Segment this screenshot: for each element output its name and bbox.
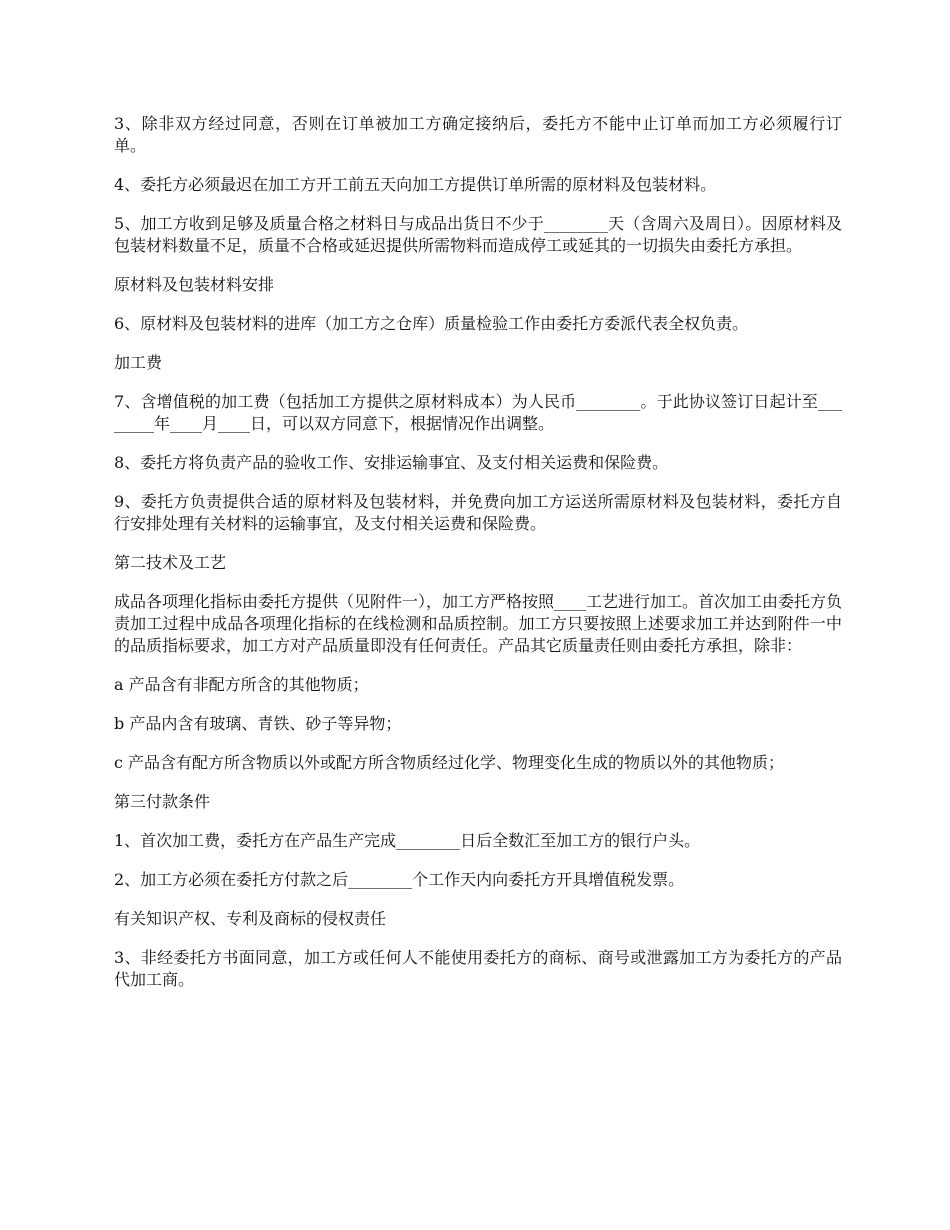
section-heading: 有关知识产权、专利及商标的侵权责任 (114, 909, 387, 928)
clause-paragraph: 1、首次加工费，委托方在产品生产完成________日后全数汇至加工方的银行户头。 (114, 831, 701, 850)
clause-paragraph: 3、非经委托方书面同意，加工方或任何人不能使用委托方的商标、商号或泄露加工方为委托方的产品代加工商。 (114, 948, 842, 989)
section-heading: 第二技术及工艺 (114, 553, 227, 572)
clause-paragraph: 7、含增值税的加工费（包括加工方提供之原材料成本）为人民币________。于此协议签订日起计至________年____月____日，可以双方同意下，根据情况作出调整。 (114, 392, 842, 433)
section-heading: 加工费 (114, 353, 163, 372)
list-item-b: b 产品内含有玻璃、青铁、砂子等异物； (114, 714, 402, 733)
clause-paragraph: 5、加工方收到足够及质量合格之材料日与成品出货日不少于________天（含周六及周日）。因原材料及包装材料数量不足，质量不合格或延迟提供所需物料而造成停工或延其的一切损失由委托方承担。 (114, 214, 842, 255)
clause-paragraph: 成品各项理化指标由委托方提供（见附件一），加工方严格按照____工艺进行加工。首次加工由委托方负责加工过程中成品各项理化指标的在线检测和品质控制。加工方只要按照上述要求加工并达到附件一中的品质指标要求，加工方对产品质量即没有任何责任。产品其它质量责任则由委托方承担，除非： (114, 592, 843, 655)
clause-paragraph: 9、委托方负责提供合适的原材料及包装材料，并免费向加工方运送所需原材料及包装材料，委托方自行安排处理有关材料的运输事宜，及支付相关运费和保险费。 (114, 492, 842, 533)
clause-paragraph: 2、加工方必须在委托方付款之后________个工作天内向委托方开具增值税发票。 (114, 870, 685, 889)
clause-paragraph: 6、原材料及包装材料的进库（加工方之仓库）质量检验工作由委托方委派代表全权负责。 (114, 314, 749, 333)
clause-paragraph: 3、除非双方经过同意，否则在订单被加工方确定接纳后，委托方不能中止订单而加工方必须履行订单。 (114, 114, 842, 155)
section-heading: 第三付款条件 (114, 792, 211, 811)
document-page (114, 113, 842, 1008)
section-heading: 原材料及包装材料安排 (114, 275, 275, 294)
clause-paragraph: 8、委托方将负责产品的验收工作、安排运输事宜、及支付相关运费和保险费。 (114, 453, 669, 472)
list-item-a: a 产品含有非配方所含的其他物质； (114, 675, 369, 694)
list-item-c: c 产品含有配方所含物质以外或配方所含物质经过化学、物理变化生成的物质以外的其他物质； (114, 753, 785, 772)
clause-paragraph: 4、委托方必须最迟在加工方开工前五天向加工方提供订单所需的原材料及包装材料。 (114, 175, 717, 194)
